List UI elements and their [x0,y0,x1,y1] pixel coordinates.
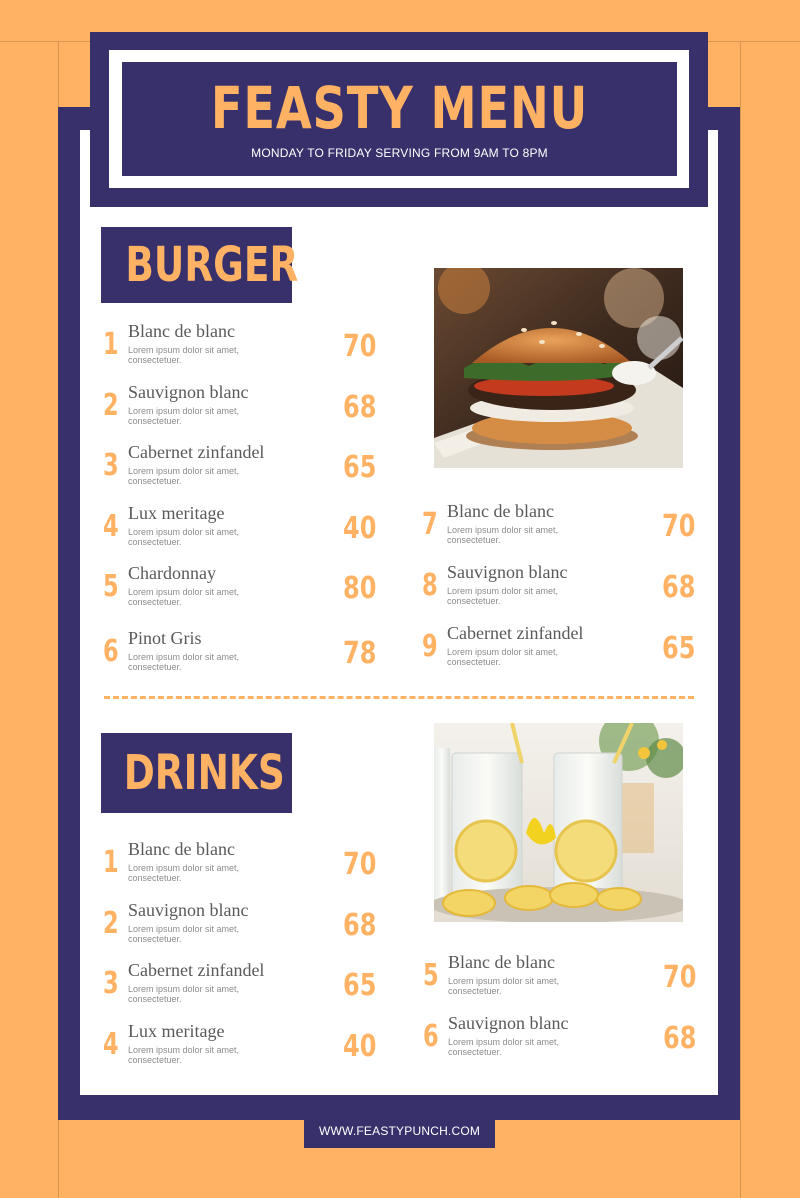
menu-item-number: 2 [103,388,119,423]
menu-item-number: 1 [103,327,119,362]
menu-item-price: 70 [662,509,696,544]
menu-item-name: Blanc de blanc [447,501,554,521]
menu-item [103,503,383,559]
menu-item [422,501,702,557]
menu-item [103,563,383,619]
menu-item-price: 78 [343,636,377,671]
menu-item-name: Lux meritage [128,1021,225,1041]
menu-item-number: 5 [103,569,119,604]
menu-item-price: 40 [343,511,377,546]
menu-item-price: 70 [343,847,377,882]
section-label-burger [101,227,299,303]
burger-photo [434,268,683,468]
menu-item-name: Pinot Gris [128,628,202,648]
menu-item-number: 9 [422,629,438,664]
menu-item [103,382,383,438]
menu-item-price: 68 [343,908,377,943]
menu-item-price: 40 [343,1029,377,1064]
menu-item-price: 68 [662,570,696,605]
menu-item-number: 4 [103,509,119,544]
menu-item-description: Lorem ipsum dolor sit amet, consectetuer. [447,586,559,606]
menu-item [103,960,383,1016]
menu-item-price: 68 [343,390,377,425]
menu-item-name: Blanc de blanc [128,839,235,859]
menu-item-description: Lorem ipsum dolor sit amet, consectetuer. [447,525,559,545]
menu-item [103,1021,383,1077]
section-title-burger: BURGER [125,237,299,293]
menu-item-name: Chardonnay [128,563,216,583]
menu-item-number: 3 [103,966,119,1001]
menu-item [423,1013,703,1069]
menu-item-name: Blanc de blanc [128,321,235,341]
menu-item-description: Lorem ipsum dolor sit amet, consectetuer. [448,976,560,996]
menu-item-description: Lorem ipsum dolor sit amet, consectetuer. [128,924,240,944]
menu-item-description: Lorem ipsum dolor sit amet, consectetuer. [128,587,240,607]
menu-item [423,952,703,1008]
menu-item-number: 8 [422,568,438,603]
menu-item-description: Lorem ipsum dolor sit amet, consectetuer. [128,1045,240,1065]
menu-item-description: Lorem ipsum dolor sit amet, consectetuer. [128,984,240,1004]
menu-item-number: 6 [423,1019,439,1054]
menu-item-number: 5 [423,958,439,993]
section-divider [104,696,694,699]
menu-item [103,839,383,895]
menu-item-name: Sauvignon blanc [128,382,249,402]
menu-item-description: Lorem ipsum dolor sit amet, consectetuer. [128,345,240,365]
menu-item-name: Cabernet zinfandel [128,442,265,462]
menu-item-name: Lux meritage [128,503,225,523]
menu-item-number: 4 [103,1027,119,1062]
menu-item-name: Cabernet zinfandel [447,623,584,643]
section-title-drinks: DRINKS [123,745,285,801]
menu-item [103,321,383,377]
lemonade-photo [434,723,683,922]
menu-item-number: 6 [103,634,119,669]
menu-item-name: Sauvignon blanc [128,900,249,920]
menu-item-description: Lorem ipsum dolor sit amet, consectetuer. [448,1037,560,1057]
menu-item-price: 80 [343,571,377,606]
menu-item-description: Lorem ipsum dolor sit amet, consectetuer. [128,406,240,426]
guide-line-right [740,41,741,1198]
menu-item-description: Lorem ipsum dolor sit amet, consectetuer. [128,527,240,547]
menu-item-description: Lorem ipsum dolor sit amet, consectetuer. [447,647,559,667]
website-link[interactable]: WWW.FEASTYPUNCH.COM [318,1124,481,1138]
menu-item-price: 65 [343,968,377,1003]
menu-item-price: 68 [663,1021,697,1056]
menu-item [103,628,383,684]
menu-item [422,562,702,618]
menu-item-number: 1 [103,845,119,880]
header [122,62,677,176]
menu-item-number: 7 [422,507,438,542]
menu-item [103,442,383,498]
menu-item-price: 65 [343,450,377,485]
footer-website[interactable] [304,1118,495,1148]
menu-item-description: Lorem ipsum dolor sit amet, consectetuer. [128,863,240,883]
menu-item-name: Sauvignon blanc [447,562,568,582]
menu-item-description: Lorem ipsum dolor sit amet, consectetuer. [128,466,240,486]
menu-item-number: 3 [103,448,119,483]
menu-item-name: Sauvignon blanc [448,1013,569,1033]
page-subtitle: MONDAY TO FRIDAY SERVING FROM 9AM TO 8PM [251,146,548,160]
menu-item-price: 70 [343,329,377,364]
page-title: FEASTY MENU [210,74,589,142]
menu-item-number: 2 [103,906,119,941]
menu-item-price: 70 [663,960,697,995]
menu-item-name: Blanc de blanc [448,952,555,972]
section-label-drinks [101,733,292,813]
menu-item-price: 65 [662,631,696,666]
menu-item-description: Lorem ipsum dolor sit amet, consectetuer. [128,652,240,672]
menu-item [422,623,702,679]
menu-item [103,900,383,956]
menu-item-name: Cabernet zinfandel [128,960,265,980]
